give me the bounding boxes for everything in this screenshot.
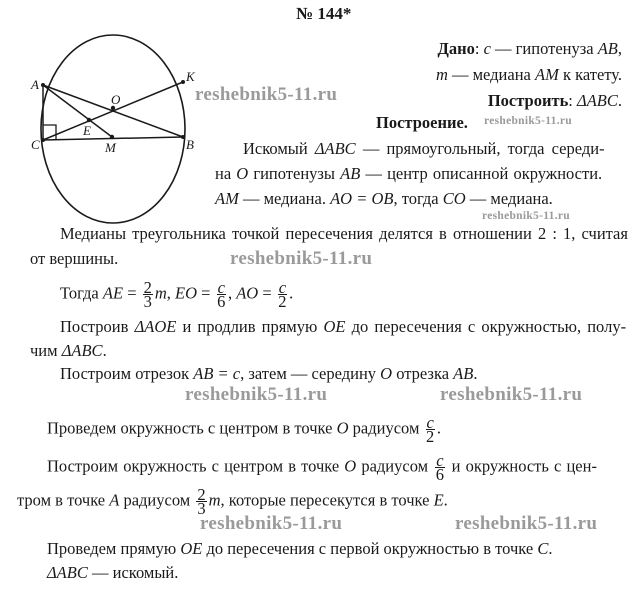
given-label: Дано (437, 39, 475, 58)
paragraph-line (17, 485, 448, 518)
numerator: c (217, 278, 225, 297)
denominator: 2 (426, 427, 435, 446)
watermark: reshebnik5-11.ru (230, 248, 373, 269)
point-c (41, 138, 45, 142)
denominator: 3 (143, 292, 152, 311)
text: ΔAOE (134, 317, 177, 336)
text: , (227, 283, 237, 303)
text: AM (215, 189, 239, 208)
text: AO = OB (330, 189, 394, 208)
denominator: 6 (217, 292, 226, 311)
text: , затем — середину (240, 364, 381, 383)
segment-am (43, 85, 112, 137)
text: к катету. (558, 65, 622, 84)
point-e (87, 118, 91, 122)
geometry-diagram (0, 0, 200, 240)
text: тром в точке (17, 490, 110, 510)
text: — гипотенуза (490, 39, 598, 58)
formula-line (60, 278, 294, 311)
given-line-2 (436, 66, 622, 84)
paragraph-line (215, 190, 553, 208)
paragraph-line (47, 413, 441, 446)
paragraph-line (47, 540, 553, 558)
text: c (483, 39, 491, 58)
watermark: reshebnik5-11.ru (484, 115, 572, 127)
paragraph-line (60, 365, 477, 383)
text: Тогда (60, 283, 103, 303)
paragraph-line (243, 140, 605, 158)
text: ΔABC (47, 563, 88, 582)
label-m: M (105, 140, 116, 155)
text: Искомый (243, 139, 315, 158)
point-b (181, 135, 185, 139)
watermark: reshebnik5-11.ru (200, 513, 343, 534)
paragraph-line: от вершины. (30, 249, 119, 268)
text: , (166, 283, 176, 303)
text: : (474, 39, 484, 58)
text: радиусом (119, 490, 195, 510)
construct-goal (488, 92, 622, 110)
point-m (110, 135, 114, 139)
text: . (548, 539, 553, 558)
numerator: 2 (197, 485, 206, 504)
text: . (617, 91, 622, 110)
denominator: 2 (278, 292, 287, 311)
text: гипотенузы (248, 164, 341, 183)
text: : (568, 91, 578, 110)
problem-number: № 144* (296, 4, 352, 23)
text: отрезка (392, 364, 454, 383)
section-title: Построение. (376, 113, 468, 132)
text: O (380, 364, 393, 383)
text: O (336, 418, 349, 438)
text: . (443, 490, 448, 510)
text: m (208, 490, 221, 510)
text: OE (180, 539, 203, 558)
text: O (236, 164, 249, 183)
construct-label: Построить (487, 91, 569, 110)
text: AB = c (193, 364, 241, 383)
text: . (473, 364, 478, 383)
denominator: 3 (197, 499, 206, 518)
numerator: c (436, 451, 444, 470)
text: — медиана. (465, 189, 553, 208)
text: EO (175, 283, 198, 303)
fraction (196, 485, 206, 518)
text: O (344, 456, 357, 476)
text: до пересечения с окружностью, полу- (345, 317, 627, 336)
text: A (109, 490, 120, 510)
text: AB (340, 164, 361, 183)
text: , (617, 39, 622, 58)
watermark: reshebnik5-11.ru (440, 384, 583, 405)
text: — центр описанной окружности. (360, 164, 603, 183)
text: и продлив прямую (176, 317, 324, 336)
text: чим (30, 341, 62, 360)
text: радиусом (356, 456, 434, 476)
given-line-1 (438, 40, 623, 58)
text: . (436, 418, 441, 438)
text: радиусом (348, 418, 424, 438)
text: Проведем окружность с центром в точке (47, 418, 337, 438)
text: m (435, 65, 448, 84)
point-a (41, 83, 45, 87)
fraction (278, 278, 287, 311)
text: m (154, 283, 167, 303)
text: ΔABC (61, 341, 103, 360)
text: OE (323, 317, 346, 336)
text: = (123, 283, 141, 303)
paragraph-line (30, 342, 107, 360)
text: — прямоугольный, тогда середи- (355, 139, 605, 158)
text: Построив (60, 317, 135, 336)
text: ΔABC (314, 139, 356, 158)
fraction (217, 278, 226, 311)
text: — медиана (447, 65, 535, 84)
numerator: 2 (143, 278, 152, 297)
text: = (258, 283, 276, 303)
text: — медиана. (238, 189, 331, 208)
text: Проведем прямую (47, 539, 181, 558)
fraction (426, 413, 435, 446)
text: = (197, 283, 215, 303)
label-e: E (83, 123, 91, 138)
fraction (143, 278, 153, 311)
paragraph-line (47, 451, 597, 484)
text: . (102, 341, 107, 360)
text: AB (597, 39, 618, 58)
text: CO (442, 189, 466, 208)
text: , тогда (393, 189, 443, 208)
text: до пересечения с первой окружностью в точке (202, 539, 538, 558)
text: Построим окружность с центром в точке (47, 456, 345, 476)
watermark: reshebnik5-11.ru (195, 84, 338, 105)
text: E (433, 490, 444, 510)
paragraph-line (60, 318, 626, 336)
text: AM (534, 65, 559, 84)
text: на (215, 164, 237, 183)
watermark: reshebnik5-11.ru (482, 210, 570, 222)
text: AE (102, 283, 124, 303)
paragraph-line: Медианы треугольника точкой пересечения делятся в отношении 2 : 1, считая (60, 224, 628, 243)
paragraph-line (215, 165, 602, 183)
text: ΔABC (577, 91, 618, 110)
label-a: A (31, 77, 39, 92)
text: AB (453, 364, 474, 383)
watermark: reshebnik5-11.ru (185, 384, 328, 405)
numerator: c (426, 413, 434, 432)
text: Построим отрезок (60, 364, 194, 383)
segment-ck (43, 82, 183, 140)
label-c: C (31, 137, 40, 152)
paragraph-line (47, 564, 178, 582)
text: . (289, 283, 294, 303)
watermark: reshebnik5-11.ru (455, 513, 598, 534)
label-b: B (186, 137, 194, 152)
text: и окружность с цен- (446, 456, 597, 476)
denominator: 6 (435, 465, 444, 484)
label-k: K (186, 69, 195, 84)
text: — искомый. (87, 563, 179, 582)
label-o: O (111, 92, 121, 107)
text: C (537, 539, 549, 558)
numerator: c (278, 278, 287, 297)
text: AO (236, 283, 259, 303)
point-k (181, 80, 185, 84)
fraction (435, 451, 444, 484)
text: , которые пересекутся в точке (220, 490, 434, 510)
